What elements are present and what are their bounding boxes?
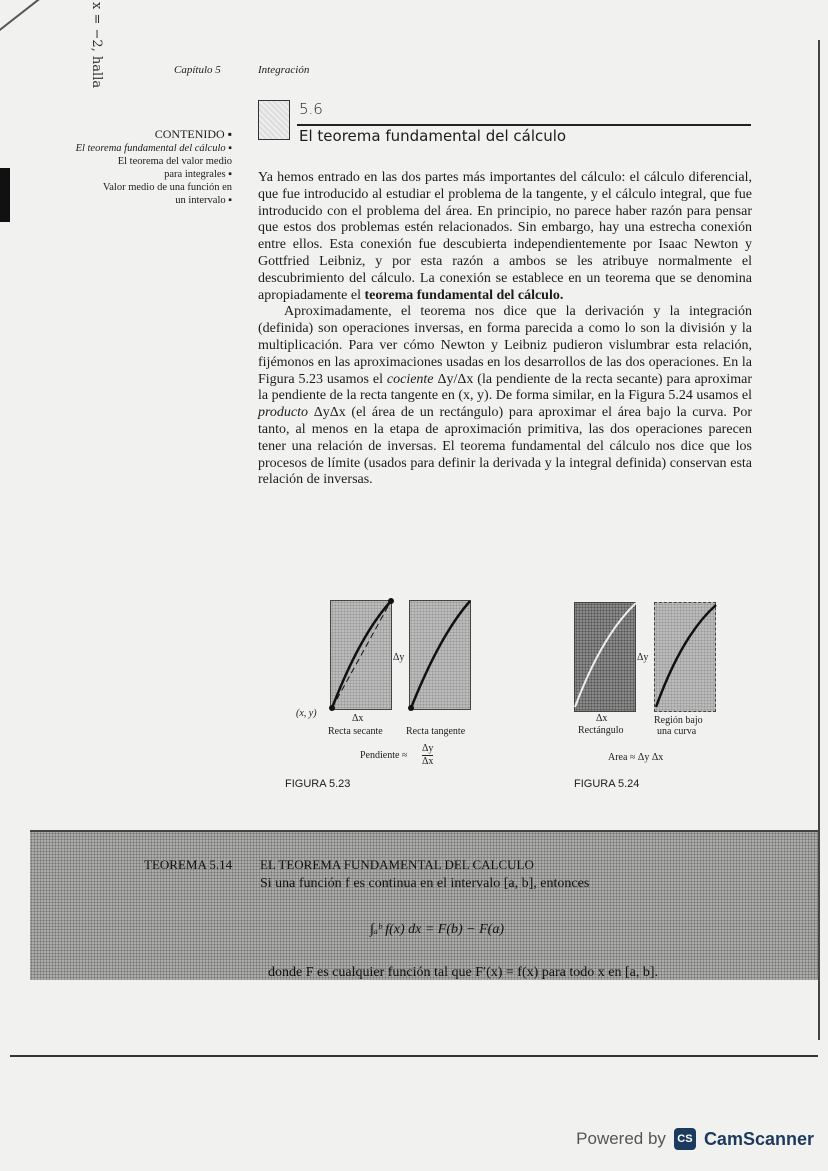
text: ΔyΔx (el área de un rectángulo) para aproximar el área bajo la curva. Por tanto, al menos en la etapa de aproximación primitiva, las dos operaciones parecen tener una relación de inversas. El teorema fundamental del cálculo nos dice que los procesos de límite (usados para definir la derivada y la integral definida) conservan esta relación de inversas.	[258, 405, 752, 488]
paragraph	[258, 170, 752, 304]
section-header: Integración	[258, 64, 310, 76]
slope-fraction	[422, 743, 433, 768]
secant-label: Recta secante	[328, 726, 383, 737]
chapter-header: Capítulo 5	[174, 64, 221, 76]
paragraph	[258, 304, 752, 489]
contents-sidebar: CONTENIDO ▪ El teorema fundamental del cálculo ▪ El teorema del valor medio para integrales ▪ Valor medio de una función en un intervalo ▪	[75, 127, 232, 206]
body-text	[258, 170, 752, 489]
page-edge	[818, 40, 820, 1040]
theorem-box	[30, 830, 820, 980]
contents-title: CONTENIDO	[154, 127, 225, 141]
contents-item: El teorema fundamental del cálculo	[75, 143, 226, 154]
italic-term: cociente	[386, 371, 434, 387]
theorem-formula: ∫ₐᵇ f(x) dx = F(b) − F(a)	[370, 922, 504, 937]
page-rule	[10, 1055, 818, 1057]
dx-label: Δx	[596, 713, 608, 724]
area-curves-icon	[572, 595, 752, 725]
rectangle-label: Rectángulo	[578, 725, 624, 736]
figure-caption: FIGURA 5.24	[574, 778, 640, 790]
scan-edge	[0, 168, 10, 222]
numerator: Δy	[422, 743, 434, 754]
dy-label: Δy	[393, 652, 405, 663]
camscanner-logo-icon: CS	[674, 1128, 696, 1150]
region-label: Región bajo	[654, 715, 703, 726]
figure-caption: FIGURA 5.23	[285, 778, 351, 790]
dy-label: Δy	[637, 652, 649, 663]
theorem-statement: Si una función f es continua en el intervalo [a, b], entonces	[260, 876, 590, 891]
camscanner-brand: CamScanner	[703, 1128, 814, 1149]
point-label: (x, y)	[296, 708, 317, 719]
slope-label: Pendiente ≈	[360, 750, 408, 761]
section-number: 5.6	[299, 100, 323, 118]
text: Aproximadamente, el teorema nos dice que la derivación y la integración (definida) son operaciones inversas, en forma parecida a como lo son la división y la multiplicación. Para ver cómo Newton y Leibniz pudieron vislumbrar esta relación, fijémonos en las aproximaciones usadas en los desarrollos de las dos operaciones. En la Figura 5.23 usamos el	[258, 304, 752, 387]
contents-item: El teorema del valor medio para integrales	[117, 156, 232, 180]
area-formula: Area ≈ Δy Δx	[608, 752, 664, 763]
dx-label: Δx	[352, 713, 364, 724]
section-title: El teorema fundamental del cálculo	[299, 127, 567, 145]
region-label-2: una curva	[657, 726, 697, 737]
italic-term: producto	[258, 405, 309, 421]
theorem-condition: donde F es cualquier función tal que F′(x) = f(x) para todo x en [a, b].	[268, 965, 659, 980]
denominator: Δx	[422, 756, 434, 767]
contents-item: Valor medio de una función en un intervalo	[102, 182, 232, 206]
figure-5-23	[280, 595, 510, 795]
camscanner-watermark	[576, 1128, 814, 1150]
bold-term: teorema fundamental del cálculo.	[364, 287, 564, 303]
text: Δy/Δx (la pendiente de la recta secante) para aproximar la pendiente de la recta tangente en (x, y). De forma similar, en la Figura 5.24 usamos el	[258, 371, 752, 404]
margin-note: x = −2, halla	[89, 2, 104, 89]
section-icon	[258, 100, 290, 140]
figure-5-24	[572, 595, 752, 795]
page-fold-line	[0, 0, 165, 62]
section-rule	[297, 124, 751, 126]
theorem-label: TEOREMA 5.14	[144, 857, 233, 872]
powered-by-text: Powered by	[576, 1129, 666, 1148]
text: Ya hemos entrado en las dos partes más importantes del cálculo: el cálculo diferencial, que fue introducido al estudiar el problema de la tangente, y el cálculo integral, que fue introducido con el problema del área. En principio, no parece haber razón para pensar que estos dos problemas estén relacionados. Sin embargo, hay una estrecha conexión entre ellos. Esta conexión fue descubierta independientemente por Isaac Newton y Gottfried Leibniz, y por esta razón a ambos se les atribuye normalmente el descubrimiento del cálculo. La conexión se establece en un teorema que se denomina apropiadamente el	[258, 170, 752, 303]
theorem-title: EL TEOREMA FUNDAMENTAL DEL CALCULO	[260, 857, 534, 872]
tangent-label: Recta tangente	[406, 726, 466, 737]
